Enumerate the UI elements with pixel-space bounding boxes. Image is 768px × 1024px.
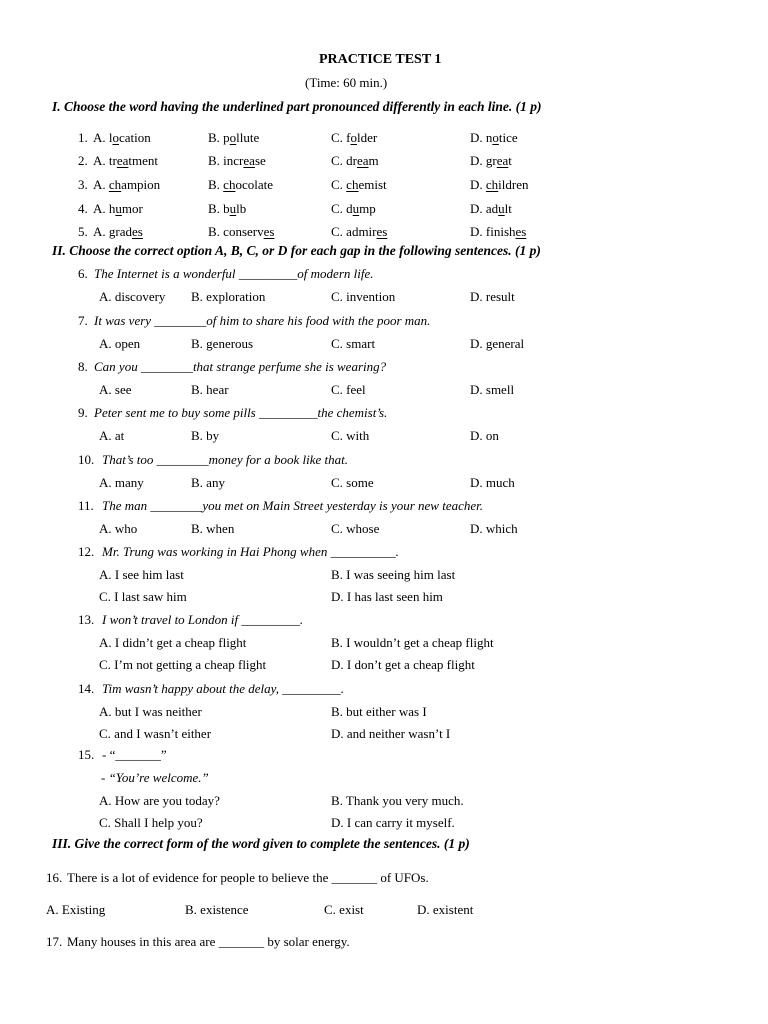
option-text: B. p bbox=[208, 130, 230, 145]
underlined-part: u bbox=[115, 201, 122, 216]
item-number: 4. bbox=[78, 201, 88, 216]
option-text: C. f bbox=[331, 130, 351, 145]
pronunciation-option bbox=[331, 130, 377, 146]
answer-option: B. generous bbox=[191, 336, 254, 351]
answer-option: A. I didn’t get a cheap flight bbox=[99, 635, 247, 650]
pronunciation-option bbox=[208, 130, 259, 146]
underlined-part: ch bbox=[346, 177, 359, 192]
pronunciation-option bbox=[93, 201, 143, 217]
answer-option: B. hear bbox=[191, 382, 229, 397]
question-number: 9. bbox=[78, 405, 88, 420]
option-text: ocolate bbox=[235, 177, 273, 192]
answer-option: A. discovery bbox=[99, 289, 166, 304]
answer-option: B. I was seeing him last bbox=[331, 567, 456, 582]
option-text: D. gr bbox=[470, 153, 497, 168]
answer-option: C. some bbox=[331, 475, 374, 490]
item-number: 5. bbox=[78, 224, 88, 239]
section-3-heading: III. Give the correct form of the word given to complete the sentences. (1 p) bbox=[52, 836, 470, 851]
option-text: t bbox=[508, 153, 512, 168]
answer-option: B. any bbox=[191, 475, 225, 490]
pronunciation-option bbox=[331, 153, 379, 169]
option-text: C. dr bbox=[331, 153, 357, 168]
option-text: C. bbox=[331, 177, 347, 192]
answer-option: D. result bbox=[470, 289, 515, 304]
question-stem: Peter sent me to buy some pills _________the chemist’s. bbox=[94, 405, 388, 420]
underlined-part: es bbox=[515, 224, 527, 239]
question-number: 17. bbox=[46, 934, 63, 949]
page-title: PRACTICE TEST 1 bbox=[319, 52, 442, 67]
answer-option: B. but either was I bbox=[331, 704, 427, 719]
answer-option: C. exist bbox=[324, 902, 364, 917]
question-number: 15. bbox=[78, 747, 95, 762]
answer-option: A. many bbox=[99, 475, 144, 490]
answer-option: D. and neither wasn’t I bbox=[331, 726, 451, 741]
answer-option: D. I can carry it myself. bbox=[331, 815, 455, 830]
option-text: ildren bbox=[498, 177, 529, 192]
answer-option: C. whose bbox=[331, 521, 380, 536]
answer-option: D. on bbox=[470, 428, 499, 443]
answer-option: C. with bbox=[331, 428, 370, 443]
answer-option: C. and I wasn’t either bbox=[99, 726, 212, 741]
question-stem: Tim wasn’t happy about the delay, _________. bbox=[102, 681, 344, 696]
underlined-part: ea bbox=[116, 153, 129, 168]
time-limit: (Time: 60 min.) bbox=[305, 75, 388, 90]
option-text: D. bbox=[470, 177, 486, 192]
answer-option: B. existence bbox=[185, 902, 249, 917]
answer-option: A. but I was neither bbox=[99, 704, 202, 719]
option-text: A. tr bbox=[93, 153, 117, 168]
pronunciation-option bbox=[208, 153, 266, 169]
underlined-part: u bbox=[352, 201, 360, 216]
question-stem: It was very ________of him to share his food with the poor man. bbox=[94, 313, 431, 328]
answer-option: D. which bbox=[470, 521, 518, 536]
underlined-part: o bbox=[229, 130, 237, 145]
option-text: B. bbox=[208, 177, 224, 192]
question-stem: That’s too ________money for a book like that. bbox=[102, 452, 349, 467]
pronunciation-option bbox=[93, 177, 160, 193]
question-text: There is a lot of evidence for people to believe the _______ of UFOs. bbox=[67, 870, 429, 885]
option-text: m bbox=[368, 153, 379, 168]
answer-option: B. when bbox=[191, 521, 235, 536]
underlined-part: u bbox=[498, 201, 505, 216]
underlined-part: u bbox=[229, 201, 237, 216]
underlined-part: es bbox=[376, 224, 388, 239]
answer-option: A. Existing bbox=[46, 902, 106, 917]
option-text: tice bbox=[498, 130, 518, 145]
answer-option: B. I wouldn’t get a cheap flight bbox=[331, 635, 494, 650]
answer-option: A. open bbox=[99, 336, 141, 351]
underlined-part: o bbox=[350, 130, 357, 145]
section-2-heading: II. Choose the correct option A, B, C, or D for each gap in the following sentences. (1 p) bbox=[52, 243, 541, 258]
pronunciation-option bbox=[93, 130, 151, 146]
option-text: B. conserv bbox=[208, 224, 264, 239]
question-stem: Mr. Trung was working in Hai Phong when __________. bbox=[102, 544, 399, 559]
question-number: 14. bbox=[78, 681, 95, 696]
option-text: lder bbox=[357, 130, 378, 145]
underlined-part: o bbox=[492, 130, 499, 145]
question-stem: I won’t travel to London if _________. bbox=[102, 612, 304, 627]
underlined-part: ea bbox=[496, 153, 509, 168]
question-stem: Can you ________that strange perfume she is wearing? bbox=[94, 359, 387, 374]
pronunciation-option bbox=[470, 130, 518, 146]
option-text: C. d bbox=[331, 201, 353, 216]
pronunciation-option bbox=[331, 224, 387, 240]
option-text: llute bbox=[236, 130, 260, 145]
answer-option: A. I see him last bbox=[99, 567, 184, 582]
question-stem: The Internet is a wonderful _________of modern life. bbox=[94, 266, 374, 281]
answer-option: D. I has last seen him bbox=[331, 589, 443, 604]
option-text: A. grad bbox=[93, 224, 132, 239]
option-text: lb bbox=[236, 201, 247, 216]
underlined-part: o bbox=[112, 130, 119, 145]
option-text: se bbox=[254, 153, 266, 168]
answer-option: D. existent bbox=[417, 902, 474, 917]
pronunciation-option bbox=[93, 224, 143, 240]
question-number: 10. bbox=[78, 452, 95, 467]
answer-option: A. who bbox=[99, 521, 138, 536]
answer-option: A. at bbox=[99, 428, 125, 443]
underlined-part: es bbox=[132, 224, 143, 239]
answer-option: A. see bbox=[99, 382, 132, 397]
underlined-part: ch bbox=[108, 177, 122, 192]
answer-option: C. I’m not getting a cheap flight bbox=[99, 657, 267, 672]
question-number: 16. bbox=[46, 870, 63, 885]
option-text: A. bbox=[93, 177, 109, 192]
pronunciation-option bbox=[470, 201, 512, 217]
option-text: tment bbox=[128, 153, 158, 168]
answer-option: C. Shall I help you? bbox=[99, 815, 203, 830]
section-1-heading: I. Choose the word having the underlined part pronounced differently in each line. (1 p) bbox=[52, 99, 542, 114]
option-text: D. finish bbox=[470, 224, 516, 239]
answer-option: B. exploration bbox=[191, 289, 266, 304]
item-number: 2. bbox=[78, 153, 88, 168]
dialogue-line: - “You’re welcome.” bbox=[101, 770, 209, 785]
answer-option: C. invention bbox=[331, 289, 396, 304]
option-text: D. ad bbox=[470, 201, 499, 216]
question-number: 7. bbox=[78, 313, 88, 328]
question-number: 11. bbox=[78, 498, 94, 513]
option-text: C. admir bbox=[331, 224, 377, 239]
question-number: 8. bbox=[78, 359, 88, 374]
underlined-part: ch bbox=[223, 177, 236, 192]
pronunciation-option bbox=[208, 224, 274, 240]
pronunciation-option bbox=[470, 153, 512, 169]
pronunciation-option bbox=[470, 177, 529, 193]
option-text: B. b bbox=[208, 201, 230, 216]
answer-option: D. general bbox=[470, 336, 525, 351]
answer-option: A. How are you today? bbox=[99, 793, 220, 808]
pronunciation-option bbox=[208, 177, 273, 193]
option-text: mp bbox=[359, 201, 376, 216]
answer-option: C. feel bbox=[331, 382, 366, 397]
question-number: 6. bbox=[78, 266, 88, 281]
option-text: mor bbox=[121, 201, 143, 216]
option-text: emist bbox=[358, 177, 387, 192]
answer-option: C. smart bbox=[331, 336, 376, 351]
pronunciation-option bbox=[331, 201, 376, 217]
option-text: cation bbox=[119, 130, 151, 145]
pronunciation-option bbox=[93, 153, 158, 169]
underlined-part: ch bbox=[485, 177, 499, 192]
item-number: 1. bbox=[78, 130, 88, 145]
option-text: A. l bbox=[93, 130, 113, 145]
underlined-part: ea bbox=[357, 153, 369, 168]
answer-option: D. smell bbox=[470, 382, 515, 397]
dialogue-line: - “_______” bbox=[102, 747, 167, 762]
option-text: B. incr bbox=[208, 153, 244, 168]
pronunciation-option bbox=[331, 177, 387, 193]
answer-option: B. by bbox=[191, 428, 220, 443]
question-stem: The man ________you met on Main Street yesterday is your new teacher. bbox=[102, 498, 484, 513]
answer-option: D. much bbox=[470, 475, 515, 490]
question-number: 13. bbox=[78, 612, 95, 627]
pronunciation-option bbox=[470, 224, 526, 240]
option-text: A. h bbox=[93, 201, 116, 216]
item-number: 3. bbox=[78, 177, 88, 192]
underlined-part: es bbox=[263, 224, 275, 239]
answer-option: D. I don’t get a cheap flight bbox=[331, 657, 475, 672]
option-text: D. n bbox=[470, 130, 493, 145]
option-text: lt bbox=[504, 201, 512, 216]
answer-option: C. I last saw him bbox=[99, 589, 187, 604]
pronunciation-option bbox=[208, 201, 246, 217]
underlined-part: ea bbox=[243, 153, 255, 168]
option-text: ampion bbox=[121, 177, 161, 192]
answer-option: B. Thank you very much. bbox=[331, 793, 464, 808]
question-text: Many houses in this area are _______ by solar energy. bbox=[67, 934, 350, 949]
question-number: 12. bbox=[78, 544, 95, 559]
